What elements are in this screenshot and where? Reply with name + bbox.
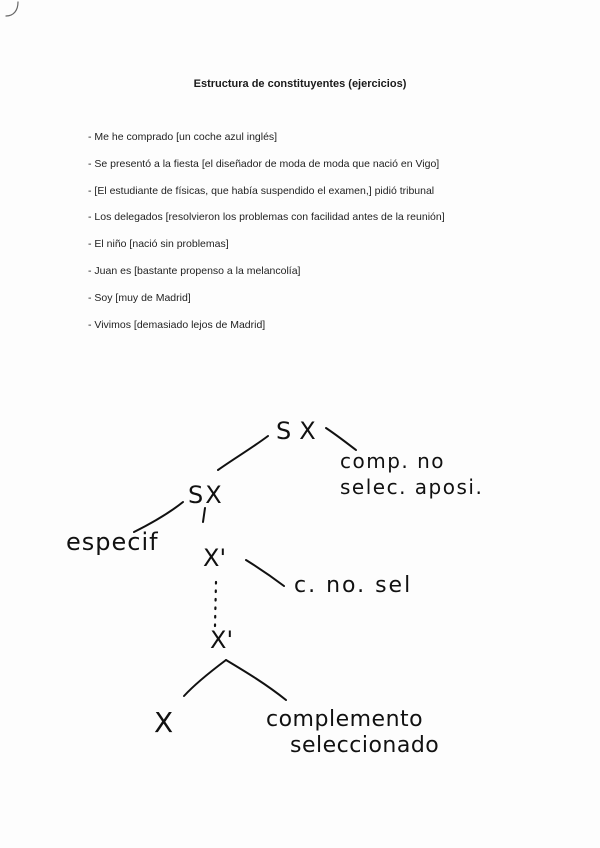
exercise-item: - Vivimos [demasiado lejos de Madrid] (88, 318, 266, 331)
branch-head-left (184, 660, 226, 696)
exercise-item: - Me he comprado [un coche azul inglés] (88, 131, 278, 143)
selected-complement-line-2: seleccionado (290, 733, 440, 758)
page-title: Estructura de constituyentes (ejercicios) (193, 78, 407, 90)
branch-spec-down (203, 508, 205, 522)
branch-root-left (218, 436, 268, 470)
exercise-item: - Juan es [bastante propenso a la melancolía] (88, 264, 301, 277)
selected-complement-line-1: complemento (266, 707, 424, 732)
exercise-item: - Se presentó a la fiesta [el diseñador de moda de moda que nació en Vigo] (88, 157, 440, 170)
branch-head-right (226, 660, 286, 700)
specifier-label: especif (66, 528, 159, 556)
root-complement-line-1: comp. no (340, 449, 446, 473)
exercise-item: - Los delegados [resolvieron los problemas con facilidad antes de la reunión] (88, 211, 445, 224)
branch-root-right (326, 428, 356, 450)
exercise-item: - [El estudiante de físicas, que había suspendido el examen,] pidió tribunal (88, 184, 435, 197)
specifier-node-label: SX (188, 481, 224, 509)
exercise-item: - Soy [muy de Madrid] (88, 291, 191, 304)
x-bar-upper-complement: c. no. sel (294, 573, 413, 598)
x-bar-lower-label: X' (210, 626, 234, 654)
root-node-label: SX (276, 417, 324, 445)
exercise-item: - El niño [nació sin problemas] (88, 238, 229, 251)
x-bar-upper-label: X' (203, 544, 227, 572)
head-label: X (154, 706, 174, 739)
branch-xbar-right (246, 560, 284, 586)
root-complement-line-2: selec. aposi. (340, 475, 484, 499)
branch-dotted-down (215, 582, 216, 626)
